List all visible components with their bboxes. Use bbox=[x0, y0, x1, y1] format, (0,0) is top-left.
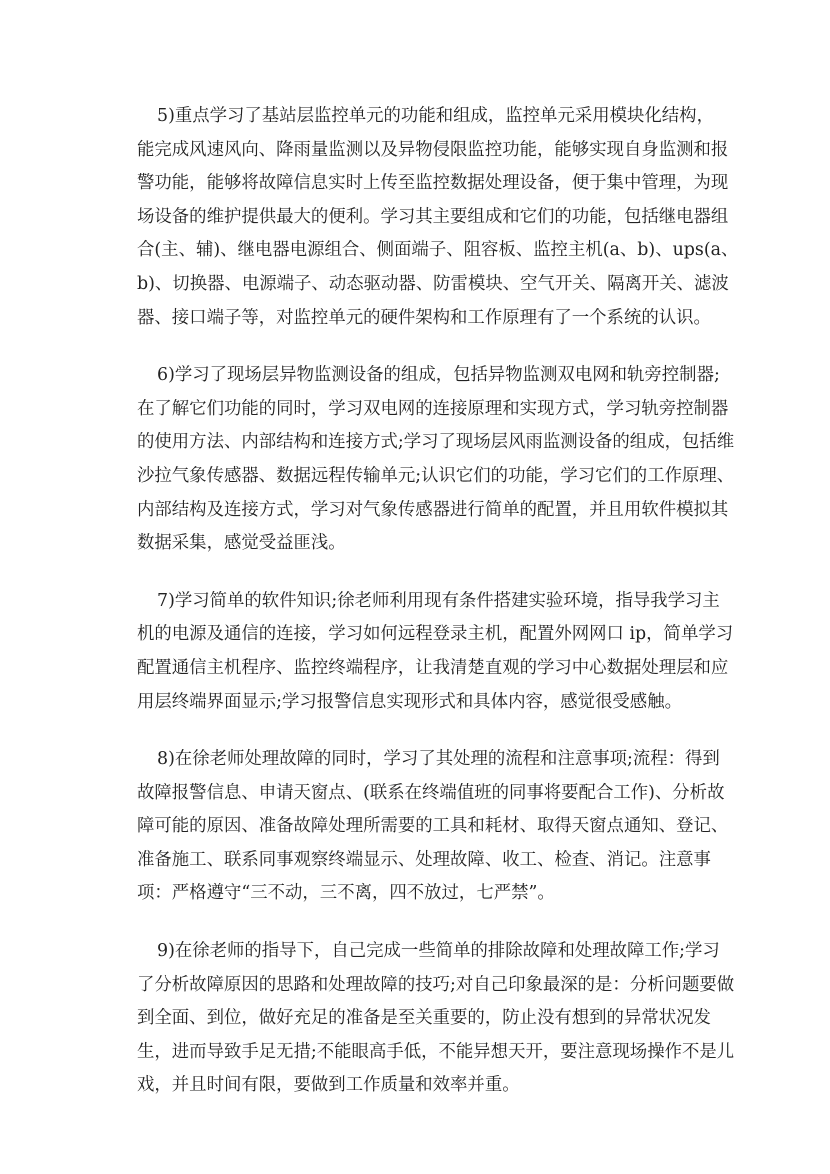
text-line: 内部结构及连接方式，学习对气象传感器进行简单的配置，并且用软件模拟其 bbox=[137, 499, 729, 520]
text-line: 戏，并且时间有限，要做到工作质量和效率并重。 bbox=[137, 1075, 520, 1096]
text-line: 能完成风速风向、降雨量监测以及异物侵限监控功能，能够实现自身监测和报 bbox=[137, 139, 729, 160]
text-line: 在了解它们功能的同时，学习双电网的连接原理和实现方式，学习轨旁控制器 bbox=[137, 398, 729, 419]
text-line: 5)重点学习了基站层监控单元的功能和组成，监控单元采用模块化结构， bbox=[157, 106, 714, 126]
text-line: 9)在徐老师的指导下，自己完成一些简单的排除故障和处理故障工作;学习 bbox=[157, 941, 720, 962]
paragraph bbox=[137, 100, 739, 335]
paragraph bbox=[137, 585, 734, 719]
text-line: 7)学习简单的软件知识;徐老师利用现有条件搭建实验环境，指导我学习主 bbox=[157, 590, 720, 611]
text-line: b)、切换器、电源端子、动态驱动器、防雷模块、空气开关、隔离开关、滤波 bbox=[137, 273, 729, 294]
text-line: 8)在徐老师处理故障的同时，学习了其处理的流程和注意事项;流程：得到 bbox=[157, 749, 720, 770]
text-line: 6)学习了现场层异物监测设备的组成，包括异物监测双电网和轨旁控制器; bbox=[157, 365, 720, 386]
text-line: 的使用方法、内部结构和连接方式;学习了现场层风雨监测设备的组成，包括维 bbox=[137, 432, 735, 453]
text-line: 了分析故障原因的思路和处理故障的技巧;对自己印象最深的是：分析问题要做 bbox=[137, 974, 735, 995]
text-line: 配置通信主机程序、监控终端程序，让我清楚直观的学习中心数据处理层和应 bbox=[137, 657, 729, 678]
text-line: 沙拉气象传感器、数据远程传输单元;认识它们的功能，学习它们的工作原理、 bbox=[137, 465, 735, 486]
document-page bbox=[137, 100, 739, 1127]
text-line: 数据采集，感觉受益匪浅。 bbox=[137, 533, 346, 554]
text-line: 器、接口端子等，对监控单元的硬件架构和工作原理有了一个系统的认识。 bbox=[137, 307, 711, 328]
text-line: 到全面、到位，做好充足的准备是至关重要的，防止没有想到的异常状况发 bbox=[137, 1008, 711, 1029]
text-line: 准备施工、联系同事观察终端显示、处理故障、收工、检查、消记。注意事 bbox=[137, 849, 711, 870]
text-line: 用层终端界面显示;学习报警信息实现形式和具体内容，感觉很受感触。 bbox=[137, 691, 682, 712]
paragraph bbox=[137, 935, 735, 1103]
text-line: 场设备的维护提供最大的便利。学习其主要组成和它们的功能，包括继电器组 bbox=[137, 206, 729, 227]
text-line: 生，进而导致手足无措;不能眼高手低，不能异想天开，要注意现场操作不是儿 bbox=[137, 1041, 735, 1062]
text-line: 项：严格遵守“三不动，三不离，四不放过，七严禁”。 bbox=[137, 883, 555, 904]
text-line: 机的电源及通信的连接，学习如何远程登录主机，配置外网网口 ip，简单学习 bbox=[137, 624, 734, 645]
paragraph bbox=[137, 359, 735, 561]
paragraph bbox=[137, 743, 729, 911]
text-line: 故障报警信息、申请天窗点、(联系在终端值班的同事将要配合工作)、分析故 bbox=[137, 782, 725, 803]
text-line: 合(主、辅)、继电器电源组合、侧面端子、阻容板、监控主机(a、b)、ups(a、 bbox=[137, 240, 739, 261]
text-line: 警功能，能够将故障信息实时上传至监控数据处理设备，便于集中管理，为现 bbox=[137, 173, 729, 194]
text-line: 障可能的原因、准备故障处理所需要的工具和耗材、取得天窗点通知、登记、 bbox=[137, 816, 729, 837]
